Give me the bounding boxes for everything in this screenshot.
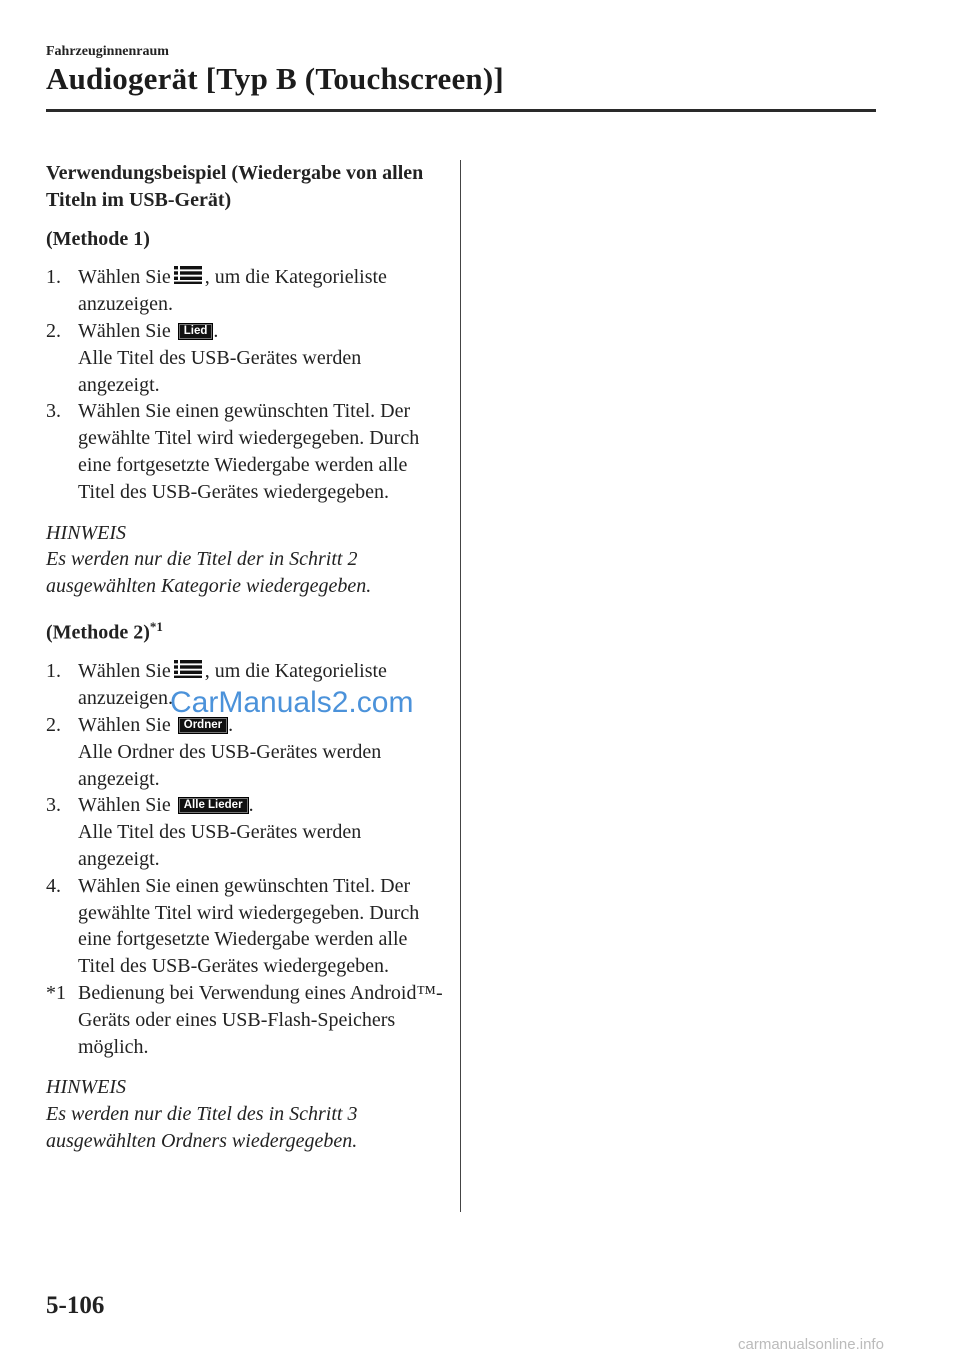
note-label-2: HINWEIS: [46, 1076, 126, 1099]
footnote: *1 Bedienung bei Verwendung eines Android™-Geräts oder eines USB-Flash-Speichers möglich.: [46, 981, 443, 1058]
left-column: [46, 160, 446, 1155]
method1-step-3: 3. Wählen Sie einen gewünschten Titel. Der gewählte Titel wird wiedergegeben. Durch eine fortgesetzte Wiedergabe werden alle Titel des USB-Gerätes wiedergegeben.: [46, 400, 420, 503]
section-label: Fahrzeuginnenraum: [46, 44, 169, 59]
section-heading: Verwendungsbeispiel (Wiedergabe von allen Titeln im USB-Gerät): [46, 162, 424, 211]
method1-label: (Methode 1): [46, 227, 150, 250]
method2-step-2: 2. Wählen Sie Ordner . Alle Ordner des USB-Gerätes werden angezeigt.: [46, 714, 382, 790]
method2-step-4: 4. Wählen Sie einen gewünschten Titel. Der gewählte Titel wird wiedergegeben. Durch eine fortgesetzte Wiedergabe werden alle Titel des USB-Gerätes wiedergegeben.: [46, 874, 420, 978]
lied-button: Lied: [178, 323, 214, 340]
note-label-1: HINWEIS: [46, 521, 126, 544]
ordner-button: Ordner: [178, 717, 228, 734]
method1-step-1: 1. Wählen Sie , um die Kategorieliste anzuzeigen.: [46, 266, 387, 316]
method2-step-1: 1. Wählen Sie , um die Kategorieliste anzuzeigen.: [46, 660, 387, 710]
note-text-2: Es werden nur die Titel des in Schritt 3 ausgewählten Ordners wiedergegeben.: [46, 1103, 358, 1152]
watermark: CarManuals2.com: [170, 686, 414, 719]
list-icon: [173, 659, 203, 679]
method2-step-3: 3. Wählen Sie Alle Lieder . Alle Titel des USB-Gerätes werden angezeigt.: [46, 794, 362, 870]
column-divider: [460, 160, 461, 1212]
method1-step-2: 2. Wählen Sie Lied . Alle Titel des USB-Gerätes werden angezeigt.: [46, 319, 362, 396]
list-icon: [173, 265, 203, 285]
title-rule: [46, 109, 876, 112]
page-title: Audiogerät [Typ B (Touchscreen)]: [46, 61, 504, 96]
site-watermark: carmanualsonline.info: [738, 1336, 884, 1353]
note-text-1: Es werden nur die Titel der in Schritt 2 ausgewählten Kategorie wiedergegeben.: [46, 548, 372, 598]
method2-label: (Methode 2)$^{*1}$: [46, 618, 163, 644]
page-number: 5-106: [46, 1292, 105, 1319]
alle-lieder-button: Alle Lieder: [178, 797, 249, 814]
